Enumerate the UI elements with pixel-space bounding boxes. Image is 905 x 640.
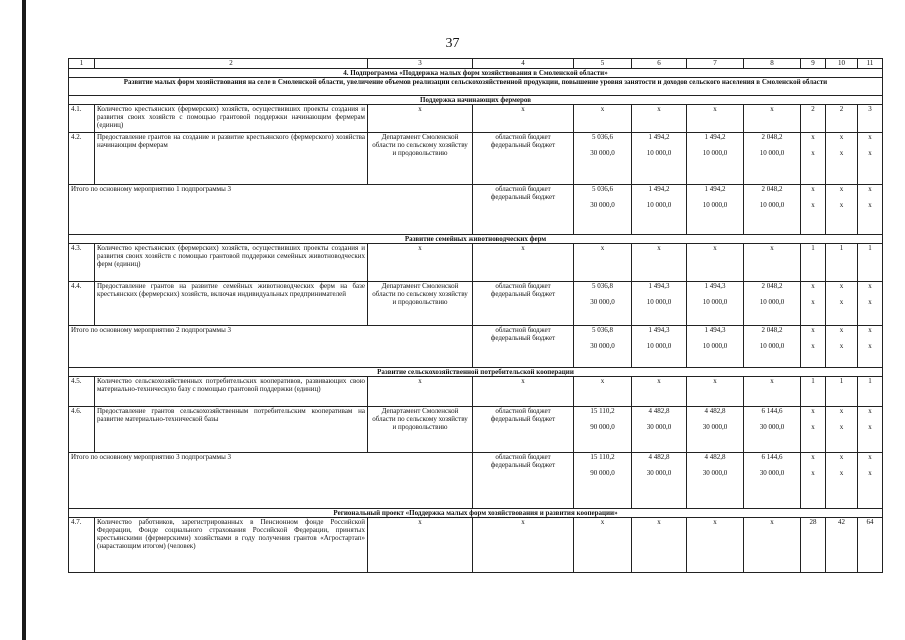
amount: 1 494,2 [704,133,726,141]
cell: х [811,342,815,350]
cell: х [811,407,815,415]
source-regional: областной бюджет [495,282,551,290]
cell: х [632,105,687,133]
source-regional: областной бюджет [495,326,551,334]
cell: х [839,453,844,461]
subprogram-goal: Развитие малых форм хозяйствования на селе в Смоленской области, увеличение объемов реализации сельскохозяйственной продукции, повышение уровня занятости и доходов сельского населения в Смоленской области [69,78,883,96]
amount: 15 110,2 [590,453,615,461]
total-row [69,326,883,368]
amount: 10 000,0 [759,342,785,350]
source-regional: областной бюджет [495,453,551,461]
amount: 4 482,8 [648,453,670,461]
col-num: 8 [744,59,801,69]
cell: х [574,518,632,573]
row-number: 4.5. [69,377,95,407]
total-label: Итого по основному мероприятию 1 подпрограммы 3 [69,185,473,235]
amount: 5 036,6 [592,133,613,141]
amount: 2 048,2 [761,326,783,334]
source-regional: областной бюджет [495,133,551,141]
cell: х [574,377,632,407]
section-title: Поддержка начинающих фермеров [69,96,883,105]
row-number: 4.6. [69,407,95,453]
cell: х [368,377,473,407]
amount: 4 482,8 [704,407,726,415]
cell: х [811,423,815,431]
table-row [69,133,883,185]
amount: 10 000,0 [759,149,785,157]
row-name: Предоставление грантов на создание и развитие крестьянского (фермерского) хозяйства начинающим фермерам [95,133,368,185]
cell: х [839,326,844,334]
amount: 90 000,0 [590,423,615,431]
row-number: 4.3. [69,244,95,282]
cell: х [811,185,815,193]
cell: х [744,377,801,407]
subprogram-title: 4. Подпрограмма «Поддержка малых форм хозяйствования в Смоленской области» [69,69,883,78]
row-number: 4.7. [69,518,95,573]
amount: 30 000,0 [646,423,672,431]
col-num: 4 [473,59,574,69]
cell: х [868,298,872,306]
cell: х [811,201,815,209]
row-name: Количество крестьянских (фермерских) хозяйств, осуществивших проекты создания и развития своих хозяйств с помощью грантовой поддержки семейных животноводческих ферм (единиц) [95,244,368,282]
col-num: 1 [69,59,95,69]
row-name: Предоставление грантов на развитие семейных животноводческих ферм на базе крестьянских (фермерских) хозяйств, включая индивидуальных предпринимателей [95,282,368,326]
cell: х [632,244,687,282]
amount: 10 000,0 [702,342,728,350]
amount: 5 036,8 [592,326,613,334]
column-number-row [69,59,883,69]
cell: х [868,185,872,193]
source-regional: областной бюджет [495,407,551,415]
cell: х [839,149,844,157]
col-num: 5 [574,59,632,69]
scan-edge-bar [22,0,26,640]
cell: х [868,326,872,334]
cell: х [839,133,844,141]
cell: х [687,244,744,282]
cell: х [839,298,844,306]
cell: х [839,423,844,431]
table-row [69,282,883,326]
amount: 4 482,8 [704,453,726,461]
row-number: 4.2. [69,133,95,185]
row-number: 4.4. [69,282,95,326]
cell: х [811,453,815,461]
source-federal: федеральный бюджет [490,334,556,342]
amount: 30 000,0 [702,423,728,431]
col-num: 3 [368,59,473,69]
cell: х [811,326,815,334]
cell: х [868,282,872,290]
col-num: 2 [95,59,368,69]
cell: х [368,244,473,282]
cell: х [687,105,744,133]
cell: 1 [826,377,858,407]
table-row [69,518,883,573]
cell: х [574,244,632,282]
amount: 30 000,0 [702,469,728,477]
amount: 6 144,6 [761,453,783,461]
cell: х [811,149,815,157]
amount: 1 494,3 [648,282,670,290]
cell: х [839,407,844,415]
source-federal: федеральный бюджет [490,290,556,298]
executor: Департамент Смоленской области по сельскому хозяйству и продовольствию [368,282,473,326]
amount: 30 000,0 [590,298,615,306]
cell: х [839,342,844,350]
cell: х [473,105,574,133]
amount: 30 000,0 [590,201,615,209]
source-federal: федеральный бюджет [490,193,556,201]
source-regional: областной бюджет [495,185,551,193]
source-federal: федеральный бюджет [490,415,556,423]
source-federal: федеральный бюджет [490,461,556,469]
cell: 2 [826,105,858,133]
amount: 2 048,2 [761,282,783,290]
col-num: 10 [826,59,858,69]
table-row [69,407,883,453]
amount: 1 494,2 [648,185,670,193]
cell: х [811,282,815,290]
cell: х [687,518,744,573]
amount: 1 494,3 [704,326,726,334]
cell: х [868,469,872,477]
amount: 30 000,0 [590,342,615,350]
amount: 5 036,6 [592,185,613,193]
cell: х [687,377,744,407]
cell: х [632,518,687,573]
row-number: 4.1. [69,105,95,133]
cell: х [839,185,844,193]
total-row [69,453,883,509]
cell: х [868,453,872,461]
cell: 2 [801,105,826,133]
table-row [69,377,883,407]
amount: 2 048,2 [761,185,783,193]
cell: 1 [858,377,883,407]
cell: х [473,244,574,282]
amount: 5 036,8 [592,282,613,290]
cell: х [839,469,844,477]
total-label: Итого по основному мероприятию 2 подпрограммы 3 [69,326,473,368]
amount: 15 110,2 [590,407,615,415]
cell: х [744,244,801,282]
cell: х [811,469,815,477]
amount: 10 000,0 [646,298,672,306]
section-title: Развитие семейных животноводческих ферм [69,235,883,244]
source-federal: федеральный бюджет [490,141,556,149]
cell: 3 [858,105,883,133]
row-name: Количество сельскохозяйственных потребительских кооперативов, развивающих свою материально-техническую базу с помощью грантовой поддержки (единиц) [95,377,368,407]
cell: х [811,298,815,306]
cell: х [868,423,872,431]
table-row [69,105,883,133]
amount: 10 000,0 [646,201,672,209]
row-name: Количество крестьянских (фермерских) хозяйств, осуществивших проекты создания и развития своих хозяйств с помощью грантовой поддержки начинающим фермерам (единиц) [95,105,368,133]
cell: х [839,201,844,209]
amount: 10 000,0 [759,201,785,209]
cell: 1 [801,377,826,407]
amount: 10 000,0 [646,149,672,157]
page-number: 37 [445,36,460,51]
col-num: 9 [801,59,826,69]
cell: х [473,518,574,573]
col-num: 6 [632,59,687,69]
amount: 1 494,3 [704,282,726,290]
amount: 4 482,8 [648,407,670,415]
amount: 6 144,6 [761,407,783,415]
amount: 90 000,0 [590,469,615,477]
amount: 30 000,0 [590,149,615,157]
cell: х [368,105,473,133]
cell: 1 [858,244,883,282]
total-label: Итого по основному мероприятию 3 подпрограммы 3 [69,453,473,509]
amount: 10 000,0 [702,201,728,209]
cell: 42 [826,518,858,573]
cell: х [868,149,872,157]
section-title: Региональный проект «Поддержка малых форм хозяйствования и развития кооперации» [69,509,883,518]
cell: х [868,201,872,209]
amount: 30 000,0 [646,469,672,477]
amount: 10 000,0 [759,298,785,306]
col-num: 11 [858,59,883,69]
amount: 30 000,0 [759,423,785,431]
amount: 10 000,0 [702,298,728,306]
section-title: Развитие сельскохозяйственной потребительской кооперации [69,368,883,377]
executor: Департамент Смоленской области по сельскому хозяйству и продовольствию [368,407,473,453]
amount: 1 494,3 [648,326,670,334]
amount: 1 494,2 [704,185,726,193]
cell: х [868,342,872,350]
executor: Департамент Смоленской области по сельскому хозяйству и продовольствию [368,133,473,185]
cell: х [574,105,632,133]
amount: 10 000,0 [702,149,728,157]
cell: 64 [858,518,883,573]
cell: х [744,518,801,573]
row-name: Предоставление грантов сельскохозяйственным потребительским кооперативам на развитие материально-технической базы [95,407,368,453]
cell: х [632,377,687,407]
amount: 1 494,2 [648,133,670,141]
cell: х [868,407,872,415]
row-name: Количество работников, зарегистрированных в Пенсионном фонде Российской Федерации, Фонде социального страхования Российской Федерации, принятых крестьянскими (фермерскими) хозяйствами в году получения грантов «Агростартап» (нарастающим итогом) (человек) [95,518,368,573]
total-row [69,185,883,235]
program-table [68,58,883,573]
cell: 28 [801,518,826,573]
amount: 10 000,0 [646,342,672,350]
cell: х [811,133,815,141]
cell: х [744,105,801,133]
amount: 30 000,0 [759,469,785,477]
amount: 2 048,2 [761,133,783,141]
table-row [69,244,883,282]
cell: х [368,518,473,573]
col-num: 7 [687,59,744,69]
cell: х [839,282,844,290]
cell: 1 [826,244,858,282]
cell: 1 [801,244,826,282]
cell: х [473,377,574,407]
cell: х [868,133,872,141]
